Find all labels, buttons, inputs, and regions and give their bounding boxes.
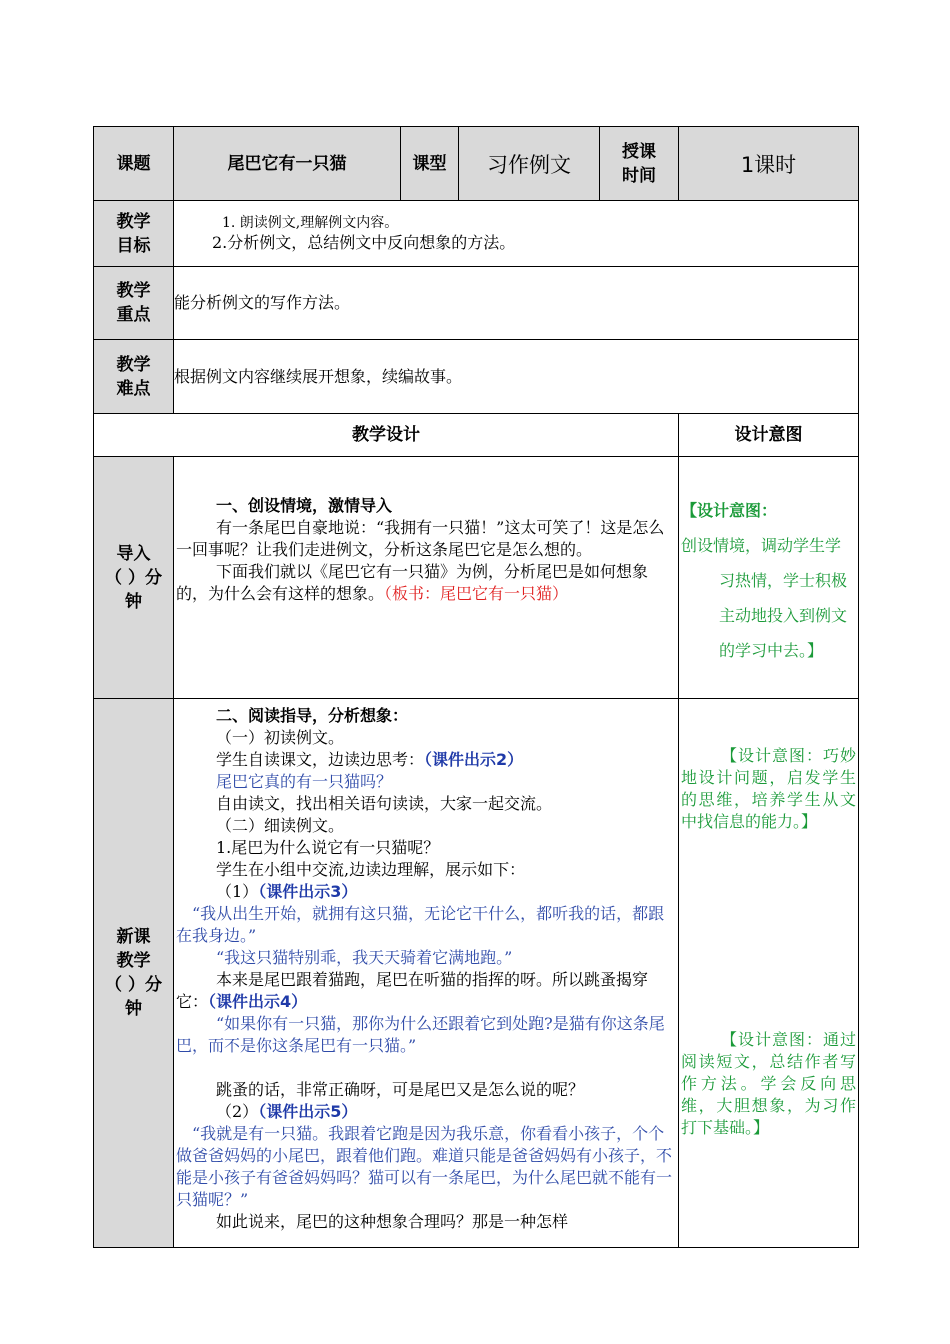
new-line6: 如此说来，尾巴的这种想象合理吗？那是一种怎样	[216, 1212, 569, 1231]
difficulties-row	[94, 340, 859, 414]
intro-label-line1: 导入	[116, 543, 151, 564]
header-row	[94, 127, 859, 201]
new-lesson-intent	[679, 699, 859, 1248]
design-header-row	[94, 414, 859, 457]
objective-item-1: 1. 朗读例文,理解例文内容。	[222, 214, 399, 231]
intro-label-line3: 钟	[125, 591, 142, 612]
time-value: 1课时	[679, 127, 859, 201]
new-line4-text: 本来是尾巴跟着猫跑，尾巴在听猫的指挥的呀。所以跳蚤揭穿它：	[176, 970, 649, 1011]
intro-label	[94, 457, 174, 699]
key-points-text: 能分析例文的写作方法。	[174, 267, 859, 340]
new-label-line1: 新课	[116, 927, 151, 947]
new-sub2: （二）细读例文。	[216, 816, 345, 835]
board-note: （板书：尾巴它有一只猫）	[384, 584, 569, 603]
new-sub1: （一）初读例文。	[216, 728, 345, 747]
objectives-row	[94, 201, 859, 267]
new-line5: 跳蚤的话，非常正确呀，可是尾巴又是怎么说的呢？	[216, 1080, 585, 1099]
quote-1: “我从出生开始，就拥有这只猫，无论它干什么，都听我的话，都跟在我身边。”	[176, 904, 665, 945]
new-q2: 1.尾巴为什么说它有一只猫呢？	[216, 838, 440, 857]
type-value: 习作例文	[459, 127, 600, 201]
intro-intent-line4: 的学习中去。】	[719, 641, 824, 660]
spacer	[176, 1057, 678, 1079]
objectives-label-line2: 目标	[116, 235, 151, 256]
intro-row	[94, 457, 859, 699]
difficulties-label-line1: 教学	[116, 354, 151, 375]
ppt-5: （课件出示5）	[258, 1102, 358, 1121]
new-item2	[176, 1101, 678, 1123]
intro-intent-line3: 主动地投入到例文	[719, 606, 848, 625]
new-question1: 尾巴它真的有一只猫吗？	[216, 772, 393, 791]
new-label-line4: 钟	[125, 999, 142, 1019]
objective-item-2: 2.分析例文，总结例文中反向想象的方法。	[212, 232, 516, 252]
new-lesson-row	[94, 699, 859, 1248]
ppt-3: （课件出示3）	[258, 882, 358, 901]
difficulties-label	[94, 340, 174, 414]
new-line1-text: 学生自读课文，边读边思考：	[216, 750, 425, 769]
intro-intent-line1: 创设情境，调动学生学	[681, 536, 842, 555]
key-points-label	[94, 267, 174, 340]
intro-intent-line2: 习热情，学士积极	[719, 571, 848, 590]
key-points-label-line1: 教学	[116, 281, 151, 301]
new-label-line3: （ ）分	[105, 975, 162, 995]
intro-para-2	[176, 561, 678, 605]
lesson-plan-table	[93, 126, 859, 1248]
design-header-left: 教学设计	[94, 414, 679, 457]
quote-2: “我这只猫特别乖，我天天骑着它满地跑。”	[216, 948, 513, 967]
quote-4: “我就是有一只猫。我跟着它跑是因为我乐意，你看看小孩子，个个做爸爸妈妈的小尾巴，跟着他们跑。难道只能是爸爸妈妈有小孩子，不能是小孩子有爸爸妈妈吗？猫可以有一条尾巴，为什么尾巴就不能有一只猫呢？”	[176, 1124, 673, 1209]
new-lesson-label	[94, 699, 174, 1248]
difficulties-label-line2: 难点	[116, 378, 151, 399]
objectives-label	[94, 201, 174, 267]
new-line4	[176, 969, 678, 1013]
item2-num: （2）	[216, 1102, 259, 1121]
new-lesson-content	[174, 699, 679, 1248]
time-label-line2: 时间	[622, 165, 656, 186]
time-label	[600, 127, 679, 201]
intro-heading: 一、创设情境，激情导入	[216, 496, 393, 515]
new-intent-1: 【设计意图：巧妙地设计问题，启发学生的思维，培养学生从文中找信息的能力。】	[681, 746, 856, 831]
design-header-right: 设计意图	[679, 414, 859, 457]
intro-para-2-text: 下面我们就以《尾巴它有一只猫》为例，分析尾巴是如何想象的，为什么会有这样的想象。	[176, 562, 649, 603]
new-intent-2: 【设计意图：通过阅读短文，总结作者写作方法。学会反向思维，大胆想象，为习作打下基础。】	[681, 1030, 856, 1137]
intro-content	[174, 457, 679, 699]
key-points-label-line2: 重点	[116, 305, 151, 325]
quote-3: “如果你有一只猫，那你为什么还跟着它到处跑?是猫有你这条尾巴，而不是你这条尾巴有一只猫。”	[176, 1014, 665, 1055]
item1-num: （1）	[216, 882, 259, 901]
intro-intent	[679, 457, 859, 699]
intro-para-1: 有一条尾巴自豪地说：“我拥有一只猫！”这太可笑了！这是怎么一回事呢？让我们走进例文，分析这条尾巴它是怎么想的。	[176, 518, 665, 559]
type-label: 课型	[401, 127, 459, 201]
difficulties-text: 根据例文内容继续展开想象，续编故事。	[174, 340, 859, 414]
time-label-line1: 授课	[622, 141, 656, 162]
ppt-4: （课件出示4）	[208, 992, 308, 1011]
intro-intent-title: 【设计意图：	[681, 501, 778, 520]
new-item1	[176, 881, 678, 903]
new-heading: 二、阅读指导，分析想象：	[216, 706, 409, 725]
ppt-2: （课件出示2）	[424, 750, 524, 769]
new-line3: 学生在小组中交流,边读边理解，展示如下：	[216, 860, 526, 879]
topic-label: 课题	[94, 127, 174, 201]
new-line2: 自由读文，找出相关语句读读，大家一起交流。	[216, 794, 553, 813]
new-label-line2: 教学	[116, 951, 151, 971]
topic-value: 尾巴它有一只猫	[174, 127, 401, 201]
objectives-label-line1: 教学	[116, 211, 151, 232]
objectives-content	[174, 201, 859, 267]
new-line1	[176, 749, 678, 771]
key-points-row	[94, 267, 859, 340]
intro-label-line2: （ ）分	[105, 567, 162, 588]
